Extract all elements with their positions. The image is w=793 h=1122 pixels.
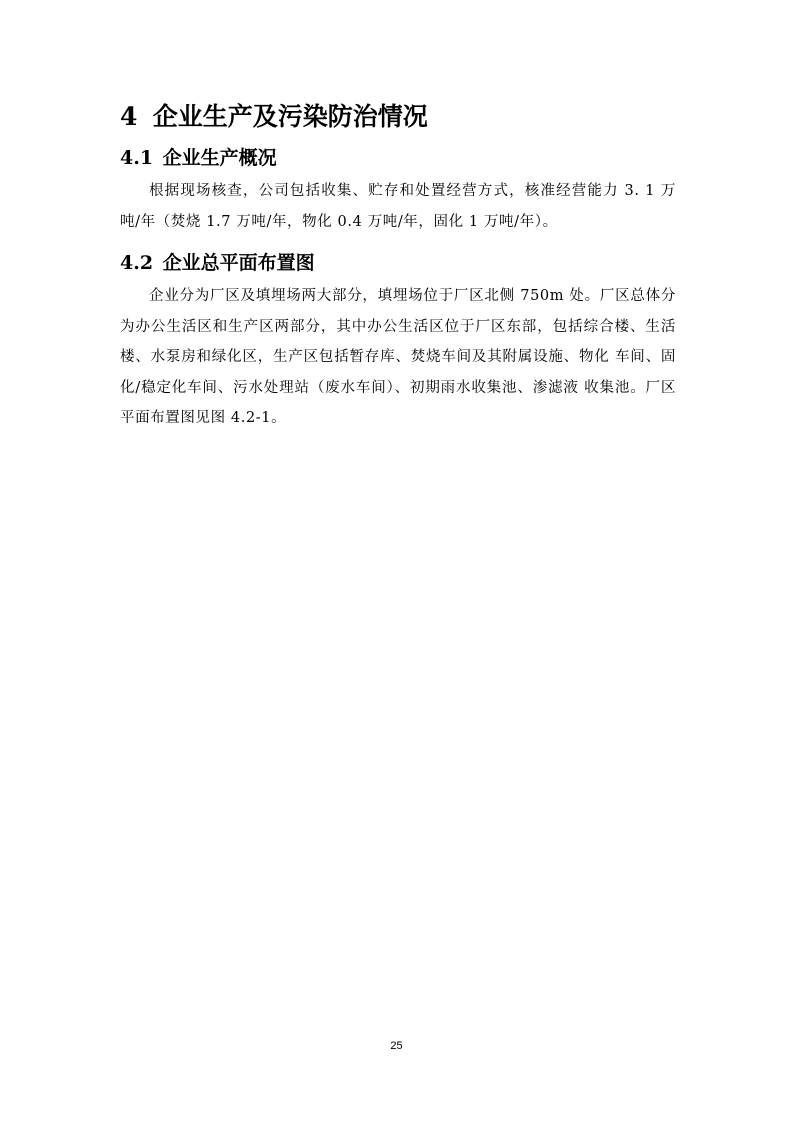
chapter-heading [120, 101, 680, 133]
section-heading-4-2 [120, 250, 680, 276]
chapter-number: 4 [120, 102, 138, 131]
section-number: 4.1 [120, 147, 154, 169]
section-title: 企业生产概况 [162, 147, 277, 169]
chapter-title: 企业生产及污染防治情况 [152, 102, 428, 131]
section-title: 企业总平面布置图 [162, 252, 315, 274]
section-paragraph-4-1: 根据现场核查，公司包括收集、贮存和处置经营方式，核准经营能力 3. 1 万 吨/年（焚烧 1.7 万吨/年，物化 0.4 万吨/年，固化 1 万吨/年）。 [120, 183, 676, 230]
section-paragraph-4-2: 企业分为厂区及填埋场两大部分，填埋场位于厂区北侧 750m 处。厂区总体分为办公生活区和生产区两部分，其中办公生活区位于厂区东部，包括综合楼、生活楼、水泵房和绿化区，生产区包括暂存库、焚烧车间及其附属设施、物化 车间、固化/稳定化车间、污水处理站（废水车间）、初期雨水收集池、渗滤液 收集池。厂区平面布置图见图 4.2-1。 [120, 288, 676, 426]
page-number: 25 [390, 1040, 403, 1052]
section-heading-4-1 [120, 145, 680, 171]
section-number: 4.2 [120, 252, 154, 274]
